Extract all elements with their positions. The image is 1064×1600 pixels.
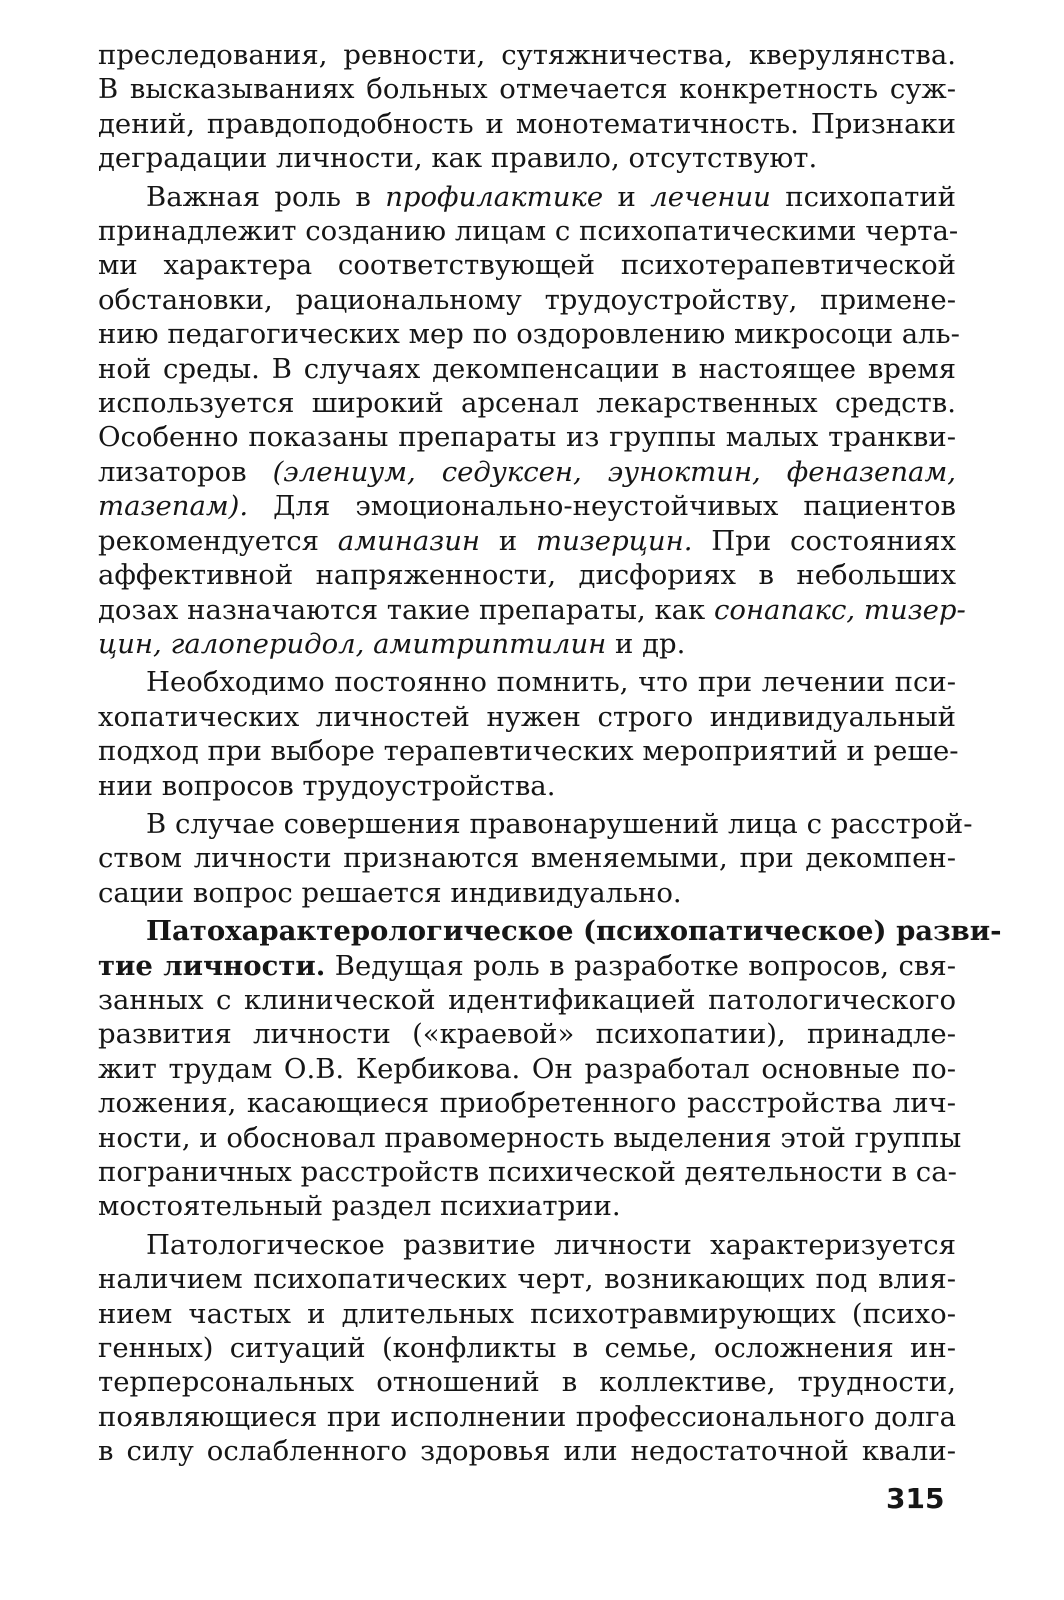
text-line [98,807,973,841]
text-line [98,627,956,661]
bold-text: тие личности. [98,949,326,982]
paragraph [98,914,1002,1224]
text-run: ности, и обосновал правомерность выделения этой группы [98,1121,962,1154]
text-run: преследования, ревности, сутяжничества, кверулянства. [98,39,956,71]
text-line [98,352,956,386]
paragraph [98,665,959,803]
text-line [98,665,956,699]
text-run: При состояниях [692,524,956,557]
text-run: нием частых и длительных психотравмирующих (психо- [98,1297,956,1330]
text-line [98,1086,956,1120]
paragraph [98,807,973,910]
text-line [98,1017,956,1051]
text-line [98,1400,956,1434]
text-line [98,455,956,489]
text-line [98,983,956,1017]
text-run: аффективной напряженности, дисфориях в небольших [98,559,956,592]
text-line [98,1228,956,1262]
text-run: хопатических личностей нужен строго индивидуальный [98,700,956,733]
text-run: Особенно показаны препараты из группы малых транкви- [98,421,956,454]
text-line [98,1189,956,1223]
text-line [98,876,956,910]
text-run: пограничных расстройств психической деятельности в са- [98,1156,957,1188]
text-run: используется широкий арсенал лекарственных средств. [98,387,956,420]
italic-text: профилактике [385,180,604,213]
text-line [98,1262,956,1296]
text-run: Патологическое развитие личности характеризуется [146,1228,956,1261]
text-line [98,1121,962,1155]
paragraph [98,38,956,176]
text-line [98,141,956,175]
italic-text: тазепам). [98,490,249,523]
text-run: сации вопрос решается индивидуально. [98,876,682,909]
text-run: подход при выборе терапевтических мероприятий и реше- [98,735,959,768]
text-run: дозах назначаются такие препараты, как [98,593,714,626]
text-run: Для эмоционально-неустойчивых пациентов [248,490,956,523]
text-run: В высказываниях больных отмечается конкретность суж- [98,73,956,106]
text-line [98,180,956,214]
text-run: ми характера соответствующей психотерапевтической [98,249,956,282]
text-line [98,1297,956,1331]
text-run: занных с клинической идентификацией патологического [98,983,956,1016]
text-line [98,949,956,983]
text-line [98,558,956,592]
italic-text: аминазин [337,524,481,557]
text-run: наличием психопатических черт, возникающих под влия- [98,1263,956,1296]
text-line [98,283,956,317]
paragraph [98,1228,956,1469]
text-line [98,386,956,420]
text-line [98,1365,956,1399]
text-line [98,1052,956,1086]
paragraph [98,180,966,662]
text-run: генных) ситуаций (конфликты в семье, осложнения ин- [98,1332,956,1365]
bold-text: Патохарактерологическое (психопатическое) разви- [146,915,1002,948]
page-number: 315 [886,1482,945,1515]
text-line [98,841,956,875]
text-line [98,317,960,351]
italic-text: (элениум, седуксен, эуноктин, феназепам, [272,455,956,488]
text-line [98,107,956,141]
text-run: психопатий [770,180,956,213]
text-line [98,914,1002,948]
text-run: Важная роль в [146,180,386,213]
text-run: ложения, касающиеся приобретенного расстройства лич- [98,1087,956,1120]
text-line [98,593,966,627]
italic-text: цин, галоперидол, амитриптилин [98,627,607,660]
text-line [98,1331,956,1365]
italic-text: лечении [650,180,771,213]
text-run: и др. [606,627,686,660]
text-run: обстановки, рациональному трудоустройству, примене- [98,283,956,316]
text-line [98,769,956,803]
text-run: появляющиеся при исполнении профессионального долга [98,1400,956,1433]
text-run: нию педагогических мер по оздоровлению микросоци аль- [98,318,960,351]
text-line [98,700,956,734]
text-line [98,38,956,72]
text-run: рекомендуется [98,524,338,557]
text-run: лизаторов [98,455,273,488]
italic-text: тизерцин. [536,524,693,557]
text-run: Необходимо постоянно помнить, что при лечении пси- [146,666,956,699]
text-run: и [480,524,537,557]
text-line [98,248,956,282]
text-run: принадлежит созданию лицам с психопатическими черта- [98,215,959,248]
text-line [98,1155,956,1189]
italic-text: сонапакс, тизер- [713,593,966,626]
text-run: дений, правдоподобность и монотематичность. Признаки [98,107,956,140]
text-run: терперсональных отношений в коллективе, трудности, [98,1366,956,1399]
text-run: Ведущая роль в разработке вопросов, свя- [325,949,956,982]
text-line [98,72,956,106]
text-line [98,524,956,558]
text-run: и [603,180,651,213]
text-run: жит трудам О.В. Кербикова. Он разработал основные по- [98,1052,956,1085]
text-run: В случае совершения правонарушений лица с расстрой- [146,807,973,840]
page-text [98,38,1002,1473]
text-line [98,214,959,248]
text-line [98,1434,956,1468]
text-line [98,489,956,523]
text-run: деградации личности, как правило, отсутствуют. [98,142,818,175]
text-run: ной среды. В случаях декомпенсации в настоящее время [98,352,956,385]
text-run: мостоятельный раздел психиатрии. [98,1190,621,1223]
text-line [98,734,959,768]
text-run: ством личности признаются вменяемыми, при декомпен- [98,842,956,875]
text-run: нии вопросов трудоустройства. [98,769,556,802]
text-run: развития личности («краевой» психопатии), принадле- [98,1018,956,1051]
text-run: в силу ослабленного здоровья или недостаточной квали- [98,1435,956,1468]
text-line [98,420,956,454]
